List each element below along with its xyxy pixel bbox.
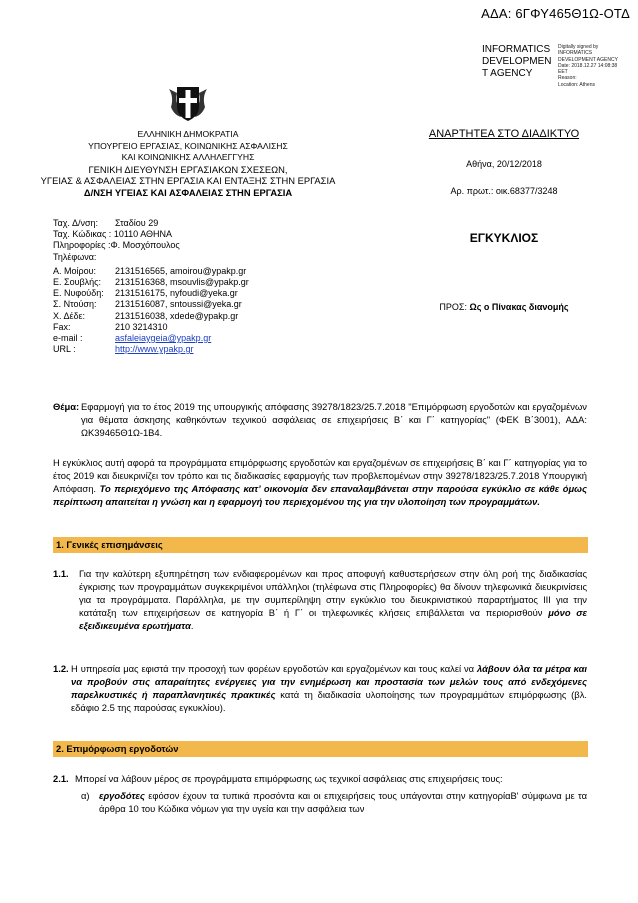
email-row xyxy=(53,333,249,344)
signature-organization xyxy=(482,44,554,80)
person-name: Ε. Νυφούδη: xyxy=(53,288,104,299)
person-contact: 2131516175, nyfoudi@yeka.gr xyxy=(115,288,238,299)
document-date: Αθήνα, 20/12/2018 xyxy=(466,159,542,169)
paragraph-emphasis: λάβουν όλα τα μέτρα και να προβούν στις απαραίτητες ενέργειες για την ενημέρωση και προστασία των μελών τους από ενδεχόμενες παρελκυστικές ή παραπλανητικές πρακτικές xyxy=(71,663,587,700)
paragraph-text: Η υπηρεσία μας εφιστά την προσοχή των φορέων εργοδοτών και εργαζομένων και τους καλεί να xyxy=(71,663,478,674)
subject-label: Θέμα: xyxy=(53,401,80,412)
signature-org-line: INFORMATICS xyxy=(482,44,551,55)
email-link[interactable]: asfaleiaygeia@ypakp.gr xyxy=(115,332,212,343)
person-name: Σ. Ντούση: xyxy=(53,299,97,310)
fax-value: 210 3214310 xyxy=(115,321,168,332)
coat-of-arms-icon xyxy=(165,83,211,123)
paragraph-1-1 xyxy=(53,567,587,632)
document-type: ΕΓΚΥΚΛΙΟΣ xyxy=(469,231,539,245)
person-contact: 2131516038, xdede@ypakp.gr xyxy=(115,310,239,321)
person-name: Ε. Σουβλής: xyxy=(53,276,102,287)
list-item-emphasis: εργοδότες xyxy=(99,790,145,801)
ada-code: ΑΔΑ: 6ΓΦΥ465Θ1Ω-ΟΤΔ xyxy=(481,6,630,21)
paragraph-number: 1.2. xyxy=(53,663,69,674)
general-directorate: ΓΕΝΙΚΗ ΔΙΕΥΘΥΝΣΗ ΕΡΓΑΣΙΑΚΩΝ ΣΧΕΣΕΩΝ, xyxy=(88,163,288,175)
info-value: Φ. Μοσχόπουλος xyxy=(110,240,180,251)
address-row xyxy=(53,218,249,229)
zip-label: Ταχ. Κώδικας : xyxy=(53,229,112,240)
signature-meta-line: Digitally signed by xyxy=(558,44,599,50)
paragraph-2-1 xyxy=(53,772,587,785)
intro-text: Η εγκύκλιος αυτή αφορά τα προγράμματα επιμόρφωσης εργοδοτών και εργαζομένων σε επιχειρήσεις Β΄ και Γ΄ κατηγορίας για το έτος 2019 και διευκρινίζει τον τρόπο και τις διαδικασίες εφαρμογής των προβλεπομένων στην 39278/1823/25.7.2018 Υπουργική Απόφαση. xyxy=(53,457,587,494)
signature-meta-line: Reason: xyxy=(558,75,577,82)
signature-meta-line: DEVELOPMENT AGENCY xyxy=(558,56,618,63)
recipients-value: Ως ο Πίνακας διανομής xyxy=(469,302,569,312)
paragraph-emphasis: μόνο σε εξειδικευμένα ερωτήματα xyxy=(79,607,587,631)
contact-person xyxy=(53,299,249,310)
recipients xyxy=(376,302,632,313)
email-label: e-mail : xyxy=(53,332,83,343)
publish-note: ΑΝΑΡΤΗΤΕΑ ΣΤΟ ΔΙΑΔΙΚΤΥΟ xyxy=(428,128,580,140)
general-directorate-cont: ΥΓΕΙΑΣ & ΑΣΦΑΛΕΙΑΣ ΣΤΗΝ ΕΡΓΑΣΙΑ ΚΑΙ ΕΝΤΑΞΗΣ ΣΤΗΝ ΕΡΓΑΣΙΑ xyxy=(40,175,336,186)
contact-person xyxy=(53,311,249,322)
subject-block xyxy=(53,400,587,439)
list-item-text: εφόσον έχουν τα τυπικά προσόντα και οι επιχειρήσεις τους υπάγονται στην κατηγορίαΒ' σύμφωνα με τα άρθρα 10 του Κώδικα νόμων για την υγεία και την ασφάλεια των xyxy=(99,790,587,814)
intro-paragraph xyxy=(53,456,587,508)
paragraph-text: Για την καλύτερη εξυπηρέτηση των ενδιαφερομένων και προς αποφυγή καθυστερήσεων στην όλη ροή της διαδικασίας έγκρισης των προγραμμάτων συγκεκριμένοι υπάλληλοι (τηλέφωνα στις Πληροφορίες) θα δίνουν τηλεφωνικά διευκρινίσεις για τα προγράμματα. Παράλληλα, με την συμπερίληψη στην εγκύκλιο του διευκρινιστικού παραρτήματος ΙΙΙ για την κατάταξη των επιχειρήσεων σε κατηγορία Β΄ ή Γ΄ οι τηλεφωνικές κλήσεις επιβάλλεται να περιορισθούν xyxy=(79,568,587,618)
contact-person xyxy=(53,266,249,277)
subject-text: Εφαρμογή για το έτος 2019 της υπουργικής απόφασης 39278/1823/25.7.2018 "Επιμόρφωση εργοδοτών και εργαζομένων για θέματα άσκησης καθηκόντων τεχνικού ασφάλειας σε επιχειρήσεις Β΄ και Γ΄ κατηγορίας" (ΦΕΚ Β΄3001), ΑΔΑ: ΩΚ39465Θ1Ω-1Β4. xyxy=(81,401,587,438)
section-2-heading: 2. Επιμόρφωση εργοδοτών xyxy=(53,741,588,757)
signature-meta-line: Date: 2018.12.27 14:08:38 xyxy=(558,62,618,69)
person-contact: 2131516368, msouvlis@ypakp.gr xyxy=(115,276,249,287)
phones-label: Τηλέφωνα: xyxy=(53,251,97,262)
list-item-body xyxy=(99,789,587,815)
signature-meta-line: INFORMATICS xyxy=(558,50,593,57)
website-link[interactable]: http://www.ypakp.gr xyxy=(115,344,194,355)
fax-row xyxy=(53,322,249,333)
info-row xyxy=(53,240,249,251)
address-label: Ταχ. Δ/νση: xyxy=(53,218,99,228)
person-contact: 2131516565, amoirou@ypakp.gr xyxy=(115,265,247,276)
ministry-name-cont: ΚΑΙ ΚΟΙΝΩΝΙΚΗΣ ΑΛΛΗΛΕΓΓΥΗΣ xyxy=(121,152,255,162)
signature-meta-line: Location: Athens xyxy=(558,81,595,88)
intro-emphasis: Το περιεχόμενο της Απόφασης κατ’ οικονομία δεν επαναλαμβάνεται στην παρούσα εγκύκλιο σε κάθε όμως περίπτωση απαιτείται η γνώση και η εφαρμογή του περιεχομένου της για την υλοποίηση των προγραμμάτων. xyxy=(53,483,587,507)
paragraph-body xyxy=(79,567,587,632)
signature-meta-line: EET xyxy=(558,69,568,76)
list-marker: α) xyxy=(81,790,90,801)
recipients-label: ΠΡΟΣ: xyxy=(439,302,467,312)
signature-org-line: DEVELOPMEN xyxy=(482,56,552,67)
paragraph-number: 2.1. xyxy=(53,773,69,784)
section-1-heading: 1. Γενικές επισημάνσεις xyxy=(53,537,588,553)
url-label: URL : xyxy=(53,344,76,355)
person-name: Χ. Δέδε: xyxy=(53,310,86,321)
directorate: Δ/ΝΣΗ ΥΓΕΙΑΣ ΚΑΙ ΑΣΦΑΛΕΙΑΣ ΣΤΗΝ ΕΡΓΑΣΙΑ xyxy=(83,186,293,198)
person-name: Α. Μοίρου: xyxy=(53,265,97,276)
country-name: ΕΛΛΗΝΙΚΗ ΔΗΜΟΚΡΑΤΙΑ xyxy=(137,129,239,139)
ministry-name: ΥΠΟΥΡΓΕΙΟ ΕΡΓΑΣΙΑΣ, ΚΟΙΝΩΝΙΚΗΣ ΑΣΦΑΛΙΣΗΣ xyxy=(88,140,288,151)
signature-org-line: T AGENCY xyxy=(482,68,533,79)
contact-block xyxy=(53,218,249,355)
paragraph-text: Μπορεί να λάβουν μέρος σε προγράμματα επιμόρφωσης ως τεχνικοί ασφάλειας στις επιχειρήσεις τους: xyxy=(75,773,503,784)
protocol-number: Αρ. πρωτ.: οικ.68377/3248 xyxy=(450,186,558,196)
zip-row xyxy=(53,229,249,240)
zip-value: 10110 ΑΘΗΝΑ xyxy=(113,229,173,240)
fax-label: Fax: xyxy=(53,321,71,332)
address-value: Σταδίου 29 xyxy=(115,218,159,228)
signature-details xyxy=(558,44,634,88)
paragraph-body xyxy=(71,662,587,714)
paragraph-end: . xyxy=(190,620,194,631)
contact-person xyxy=(53,288,249,299)
person-contact: 2131516087, sntoussi@yeka.gr xyxy=(115,299,242,310)
contact-person xyxy=(53,277,249,288)
url-row xyxy=(53,344,249,355)
paragraph-end: κατά τη διαδικασία υλοποίησης των προγραμμάτων επιμόρφωσης (βλ. εδάφιο 2.5 της παρούσας εγκυκλίου). xyxy=(71,689,587,713)
paragraph-number: 1.1. xyxy=(53,568,69,579)
ministry-header xyxy=(0,129,376,198)
info-label: Πληροφορίες : xyxy=(53,240,111,251)
list-item-a xyxy=(81,789,587,815)
paragraph-1-2 xyxy=(53,662,587,714)
